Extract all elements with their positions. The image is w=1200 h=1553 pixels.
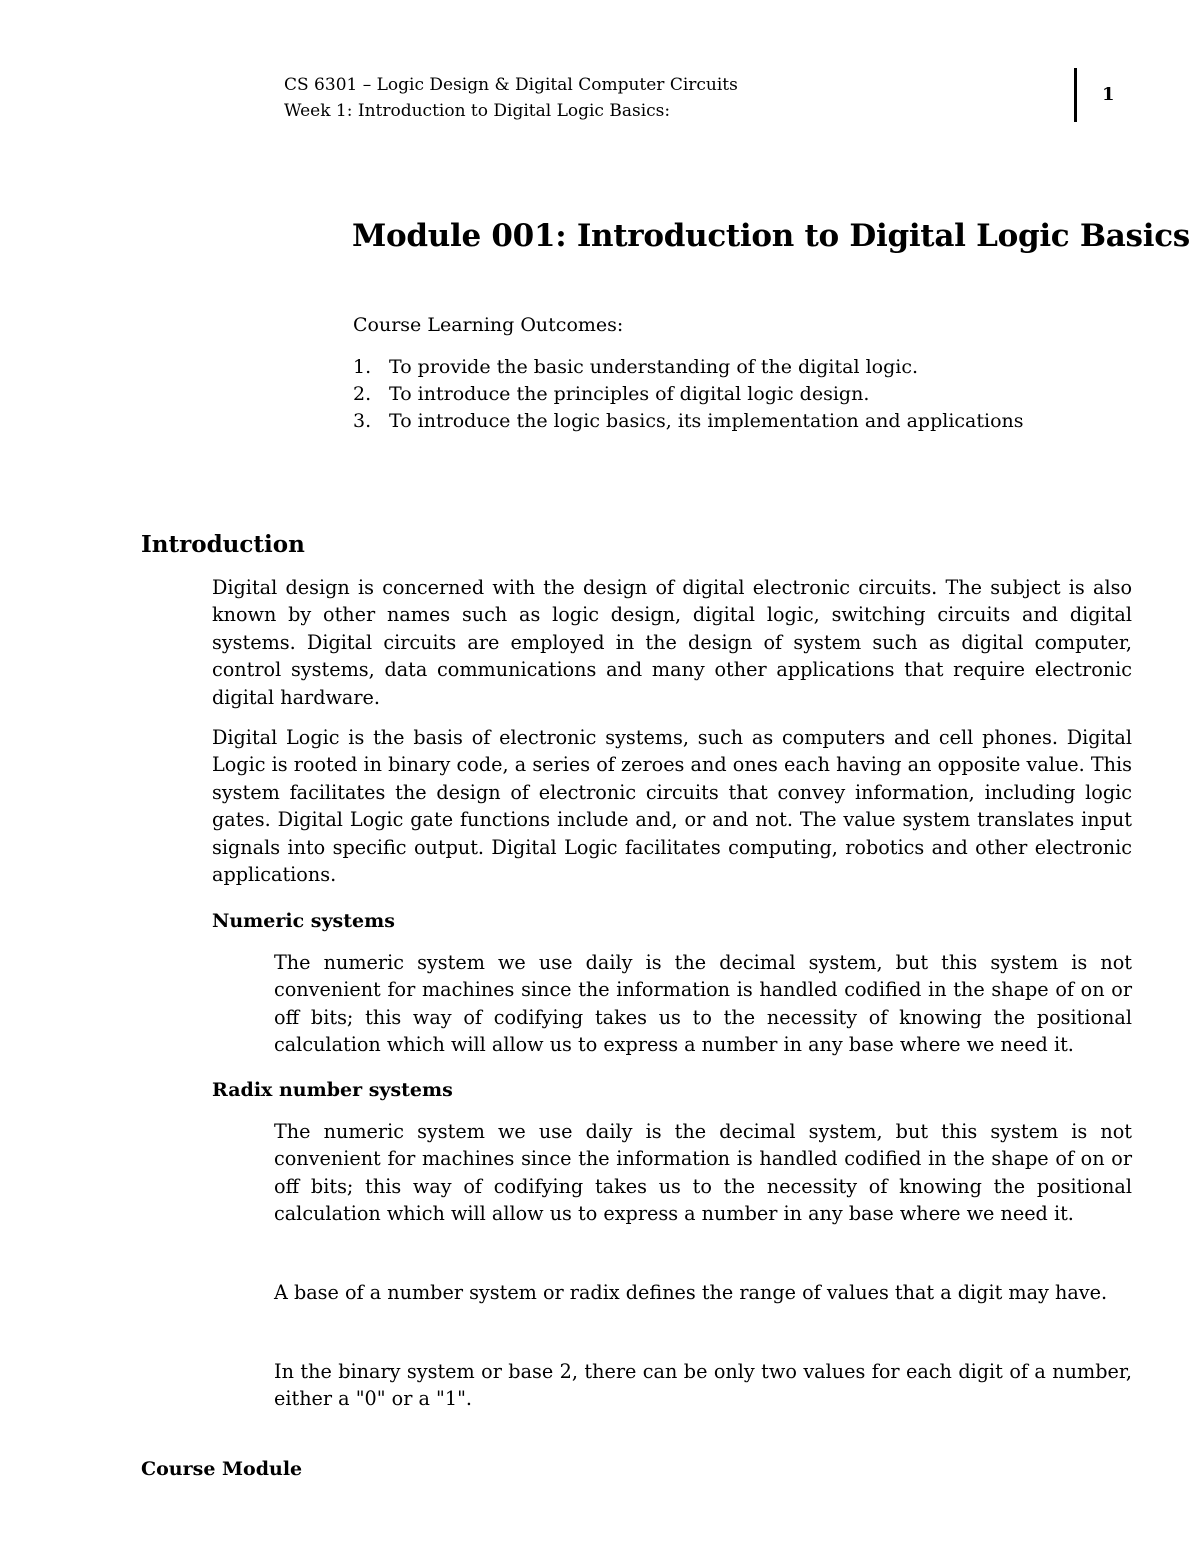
outcome-text: To introduce the logic basics, its implementation and applications	[389, 410, 1024, 432]
outcome-item	[353, 408, 1024, 435]
outcome-item	[353, 381, 1024, 408]
numeric-systems-paragraph: The numeric system we use daily is the decimal system, but this system is not convenient for machines since the information is handled codified in the shape of on or off bits; this way of codifying takes us to the necessity of knowing the positional calculation which will allow us to express a number in any base where we need it.	[274, 951, 1132, 1057]
course-module-label: Course Module	[141, 1458, 303, 1480]
introduction-heading: Introduction	[141, 531, 305, 558]
radix-systems-heading: Radix number systems	[212, 1079, 453, 1101]
page-number: 1	[1102, 84, 1115, 105]
outcome-text: To introduce the principles of digital logic design.	[389, 383, 870, 405]
outcome-text: To provide the basic understanding of the digital logic.	[389, 356, 919, 378]
introduction-paragraph-1: Digital design is concerned with the design of digital electronic circuits. The subject is also known by other names such as logic design, digital logic, switching circuits and digital systems. Digital circuits are employed in the design of system such as digital computer, control systems, data communications and many other applications that require electronic digital hardware.	[212, 576, 1132, 709]
radix-systems-paragraph-1: The numeric system we use daily is the decimal system, but this system is not convenient for machines since the information is handled codified in the shape of on or off bits; this way of codifying takes us to the necessity of knowing the positional calculation which will allow us to express a number in any base where we need it.	[274, 1120, 1132, 1226]
module-title: Module 001: Introduction to Digital Logic Basics	[352, 218, 1190, 254]
radix-systems-paragraph-3: In the binary system or base 2, there can be only two values for each digit of a number, either a "0" or a "1".	[274, 1360, 1132, 1411]
outcome-number: 2.	[353, 383, 372, 405]
header-divider	[1074, 68, 1077, 122]
outcome-number: 3.	[353, 410, 372, 432]
introduction-paragraph-2: Digital Logic is the basis of electronic systems, such as computers and cell phones. Digital Logic is rooted in binary code, a series of zeroes and ones each having an opposite value. This system facilitates the design of electronic circuits that convey information, including logic gates. Digital Logic gate functions include and, or and not. The value system translates input signals into specific output. Digital Logic facilitates computing, robotics and other electronic applications.	[212, 726, 1132, 887]
running-header	[284, 72, 1044, 124]
outcome-number: 1.	[353, 356, 372, 378]
numeric-systems-heading: Numeric systems	[212, 910, 395, 932]
radix-systems-paragraph-2: A base of a number system or radix defines the range of values that a digit may have.	[274, 1281, 1108, 1304]
header-course-line: CS 6301 – Logic Design & Digital Computer Circuits	[284, 75, 738, 95]
outcomes-label: Course Learning Outcomes:	[353, 314, 624, 336]
outcome-item	[353, 354, 1024, 381]
header-week-line: Week 1: Introduction to Digital Logic Basics:	[284, 101, 671, 121]
outcomes-list	[353, 354, 1024, 435]
